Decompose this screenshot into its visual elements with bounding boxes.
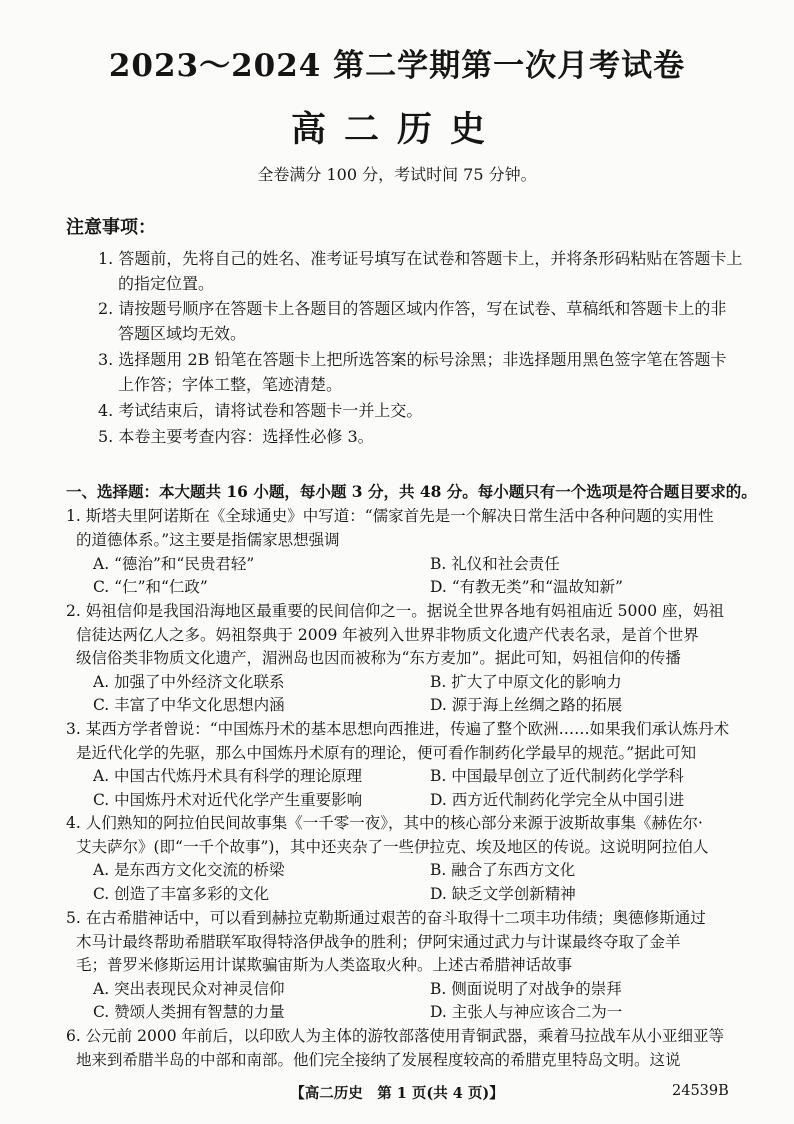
question-1-option-d: D. “有教无类”和“温故知新” [430, 578, 623, 596]
notice-line: 4. 考试结束后，请将试卷和答题卡一并上交。 [98, 401, 423, 420]
question-5-stem: 毛；普罗米修斯运用计谋欺骗宙斯为人类盗取火种。上述古希腊神话故事 [76, 956, 573, 974]
question-2-option-a: A. 加强了中外经济文化联系 [93, 673, 285, 691]
notice-line: 1. 答题前，先将自己的姓名、准考证号填写在试卷和答题卡上，并将条形码粘贴在答题卡上 [98, 249, 743, 268]
notice-line: 的指定位置。 [118, 274, 215, 293]
question-2-stem: 2. 妈祖信仰是我国沿海地区最重要的民间信仰之一。据说全世界各地有妈祖庙近 5000 座，妈祖 [66, 602, 725, 620]
notice-heading: 注意事项： [66, 217, 156, 238]
notice-line: 3. 选择题用 2B 铅笔在答题卡上把所选答案的标号涂黑；非选择题用黑色签字笔在答题卡 [98, 350, 727, 369]
question-3-option-a: A. 中国古代炼丹术具有科学的理论原理 [93, 767, 363, 785]
question-3-option-d: D. 西方近代制药化学完全从中国引进 [430, 791, 685, 809]
question-5-option-a: A. 突出表现民众对神灵信仰 [93, 980, 285, 998]
question-1-stem: 的道德体系。”这主要是指儒家思想强调 [76, 531, 340, 549]
question-5-option-b: B. 侧面说明了对战争的崇拜 [430, 980, 622, 998]
paper-code: 24539B [672, 1083, 729, 1099]
notice-line: 上作答；字体工整，笔迹清楚。 [118, 375, 343, 394]
question-1-option-b: B. 礼仪和社会责任 [430, 555, 560, 573]
question-3-option-b: B. 中国最早创立了近代制药化学学科 [430, 767, 684, 785]
question-1-stem: 1. 斯塔夫里阿诺斯在《全球通史》中写道：“儒家首先是一个解决日常生活中各种问题的实用性 [66, 507, 714, 525]
question-5-option-c: C. 赞颂人类拥有智慧的力量 [93, 1003, 285, 1021]
question-4-option-a: A. 是东西方文化交流的桥梁 [93, 861, 285, 879]
question-3-option-c: C. 中国炼丹术对近代化学产生重要影响 [93, 791, 363, 809]
section-heading: 一、选择题：本大题共 16 小题，每小题 3 分，共 48 分。每小题只有一个选项是符合题目要求的。 [66, 482, 757, 501]
question-2-option-d: D. 源于海上丝绸之路的拓展 [430, 696, 623, 714]
question-6-stem: 6. 公元前 2000 年前后，以印欧人为主体的游牧部落使用青铜武器，乘着马拉战车从小亚细亚等 [66, 1027, 725, 1045]
question-2-option-b: B. 扩大了中原文化的影响力 [430, 673, 622, 691]
question-2-stem: 级信俗类非物质文化遗产，湄洲岛也因而被称为“东方麦加”。据此可知，妈祖信仰的传播 [76, 649, 681, 667]
question-2-option-c: C. 丰富了中华文化思想内涵 [93, 696, 285, 714]
question-5-stem: 5. 在古希腊神话中，可以看到赫拉克勒斯通过艰苦的奋斗取得十二项丰功伟绩；奥德修斯通过 [66, 909, 706, 927]
question-4-stem: 艾夫萨尔》(即“一千个故事”)，其中还夹杂了一些伊拉克、埃及地区的传说。这说明阿拉伯人 [76, 838, 709, 856]
notice-line: 2. 请按题号顺序在答题卡上各题目的答题区域内作答，写在试卷、草稿纸和答题卡上的非 [98, 299, 727, 318]
question-4-option-c: C. 创造了丰富多彩的文化 [93, 885, 270, 903]
question-1-option-c: C. “仁”和“仁政” [93, 578, 208, 596]
question-4-stem: 4. 人们熟知的阿拉伯民间故事集《一千零一夜》，其中的核心部分来源于波斯故事集《赫佐尔· [66, 814, 703, 832]
notice-line: 答题区域均无效。 [118, 324, 247, 343]
question-4-option-b: B. 融合了东西方文化 [430, 861, 576, 879]
question-2-stem: 信徒达两亿人之多。妈祖祭典于 2009 年被列入世界非物质文化遗产代表名录，是首个世界 [76, 626, 699, 644]
question-1-option-a: A. “德治”和“民贵君轻” [93, 555, 255, 573]
question-3-stem: 是近代化学的先驱，那么中国炼丹术原有的理论，便可看作制药化学最早的规范。”据此可知 [76, 744, 697, 762]
question-5-option-d: D. 主张人与神应该合二为一 [430, 1003, 623, 1021]
page-footer: 【高二历史 第 1 页(共 4 页)】 [290, 1085, 504, 1102]
question-3-stem: 3. 某西方学者曾说：“中国炼丹术的基本思想向西推进，传遍了整个欧洲……如果我们承认炼丹术 [66, 720, 730, 738]
exam-title: 2023～2024 第二学期第一次月考试卷 [108, 48, 686, 84]
question-6-stem: 地来到希腊半岛的中部和南部。他们完全接纳了发展程度较高的希腊克里特岛文明。这说 [76, 1051, 681, 1069]
question-4-option-d: D. 缺乏文学创新精神 [430, 885, 576, 903]
subject-title: 高二历史 [290, 109, 503, 150]
question-5-stem: 木马计最终帮助希腊联军取得特洛伊战争的胜利；伊阿宋通过武力与计谋最终夺取了金羊 [76, 933, 681, 951]
exam-meta: 全卷满分 100 分，考试时间 75 分钟。 [257, 165, 537, 184]
notice-line: 5. 本卷主要考查内容：选择性必修 3。 [98, 427, 374, 446]
